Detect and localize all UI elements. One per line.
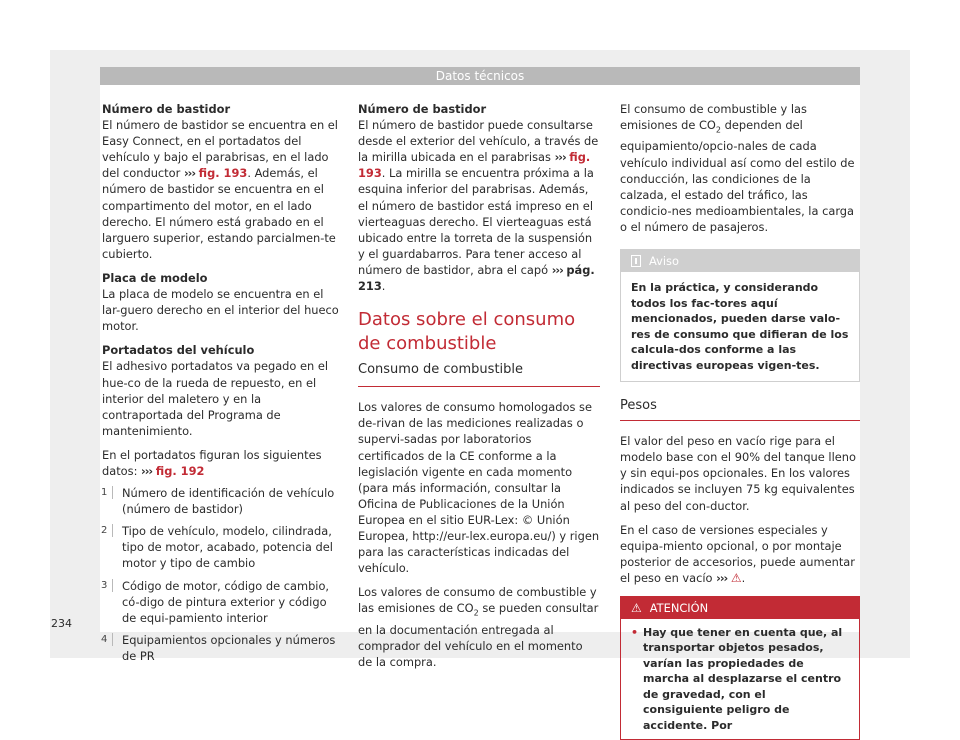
page-header: Datos técnicos — [100, 67, 860, 85]
paragraph-consumption-values: Los valores de consumo homologados se de-rivan de las mediciones realizadas o supervi-sadas por laboratorios certificados de la CE conforme a la legislación vigente en cada momento (para más información, consultar la Oficina de Publicaciones de la Unión Europea en el sitio EUR-Lex: © Unión Europea, http://eur-lex.europa.eu/) y rigen para las características indicadas del vehículo. — [358, 400, 600, 576]
subheading-data-sticker: Portadatos del vehículo — [102, 343, 255, 358]
section-title-fuel: Datos sobre el consumo de combustible — [358, 309, 576, 355]
warning-box — [620, 596, 860, 740]
bullet-icon: • — [631, 625, 639, 639]
paragraph-model-plate: Placa de modelo La placa de modelo se encuentra en el lar-guero derecho en el interior del hueco motor. — [102, 270, 342, 334]
paragraph-vin-location: Número de bastidor El número de bastidor se encuentra en el Easy Connect, en el portadatos del vehículo y bajo el parabrisas, en el lado del conductor ››› fig. 193. Además, el número de bastidor se encuentra en el compartimento del motor, en el lado derecho. El número está grabado en el larguero superior, estando parcialmen-te cubierto. — [102, 101, 342, 262]
arrow-ref-icon: ››› — [716, 570, 728, 585]
warning-icon[interactable]: ⚠ — [730, 570, 742, 585]
note-header: Aviso — [621, 250, 859, 272]
divider — [620, 420, 860, 421]
page-number: 234 — [51, 617, 72, 630]
column-1 — [102, 101, 342, 670]
list-item: 2 Tipo de vehículo, modelo, cilindrada, tipo de motor, acabado, potencia del motor y tipo de cambio — [101, 524, 333, 571]
subsection-title-fuel-consumption: Consumo de combustible — [358, 362, 524, 378]
arrow-ref-icon: ››› — [183, 166, 196, 181]
warning-header: ⚠ ATENCIÓN — [621, 597, 859, 619]
warning-triangle-icon: ⚠ — [631, 600, 642, 615]
link-page-213[interactable]: pág. 213 — [358, 262, 595, 294]
paragraph-data-sticker: Portadatos del vehículo El adhesivo portadatos va pegado en el hue-co de la rueda de repuesto, en el interior del maletero y en la contraportada del Programa de mantenimiento. — [102, 342, 342, 439]
paragraph-vin-window: Número de bastidor El número de bastidor puede consultarse desde el exterior del vehículo, a través de la mirilla ubicada en el parabrisas ››› fig. 193. La mirilla se encuentra próxima a la esquina inferior del parabrisas. Además, el número de bastidor está impreso en el vierteaguas derecho. El vierteaguas está ubicado entre la torreta de la suspensión y el guardabarros. Para tener acceso al número de bastidor, abra el capó ››› pág. 213. — [358, 102, 599, 294]
divider — [358, 386, 600, 387]
note-text: En la práctica, y considerando todos los fac-tores aquí mencionados, pueden darse valo-res de consumo que difieran de los calcula-dos conforme a las directivas europeas vigen-tes. — [631, 281, 849, 372]
paragraph-co2: Los valores de consumo de combustible y las emisiones de $CO_2$ se pueden consultar en la documentación entregada al comprador del vehículo en el momento de la compra. — [358, 585, 599, 669]
paragraph-empty-weight: El valor del peso en vacío rige para el modelo base con el 90% del tanque lleno y sin equi-pos opcionales. En los valores indicados se incluyen 75 kg equivalentes al peso del con-ductor. — [620, 434, 856, 513]
subheading-model-plate: Placa de modelo — [102, 270, 208, 285]
arrow-ref-icon: ››› — [551, 262, 563, 277]
list-item: 1 Número de identificación de vehículo (número de bastidor) — [101, 486, 335, 517]
arrow-ref-icon: ››› — [141, 463, 153, 478]
link-fig-193[interactable]: fig. 193 — [198, 166, 248, 181]
warning-text: • Hay que tener en cuenta que, al transportar objetos pesados, varían las propiedades de marcha al desplazarse el centro de gravedad, con el consiguiente peligro de accidente. Por — [631, 625, 843, 732]
subheading-vin: Número de bastidor — [358, 102, 487, 116]
column-2 — [358, 101, 600, 678]
list-item: 3 Código de motor, código de cambio, có-digo de pintura exterior y código de equi-pamiento interior — [101, 578, 330, 625]
section-title-weights: Pesos — [620, 398, 657, 414]
list-item: 4 Equipamientos opcionales y números de PR — [101, 632, 336, 663]
paragraph-sticker-contents: En el portadatos figuran los siguientes datos: ››› fig. 192 — [102, 447, 322, 478]
numbered-list — [102, 485, 342, 664]
note-box — [620, 249, 860, 382]
paragraph-consumption-factors: El consumo de combustible y las emisiones de $CO_2$ dependen del equipamiento/opcio-nales de cada vehículo individual así como del estilo de conducción, las condiciones de la calzada, el estado del tráfico, las condicio-nes medioambientales, la carga o el número de pasajeros. — [620, 102, 855, 234]
info-icon — [631, 255, 641, 267]
column-3 — [620, 101, 860, 740]
arrow-ref-icon: ››› — [554, 150, 566, 165]
link-fig-193[interactable]: fig. 193 — [358, 150, 591, 181]
link-fig-192[interactable]: fig. 192 — [155, 463, 205, 478]
paragraph-weight-increase: En el caso de versiones especiales y equipa-miento opcional, o por montaje posterior de accesorios, puede aumentar el peso en vacío ››› ⚠. — [620, 522, 855, 585]
subheading-vin: Número de bastidor — [102, 102, 231, 116]
